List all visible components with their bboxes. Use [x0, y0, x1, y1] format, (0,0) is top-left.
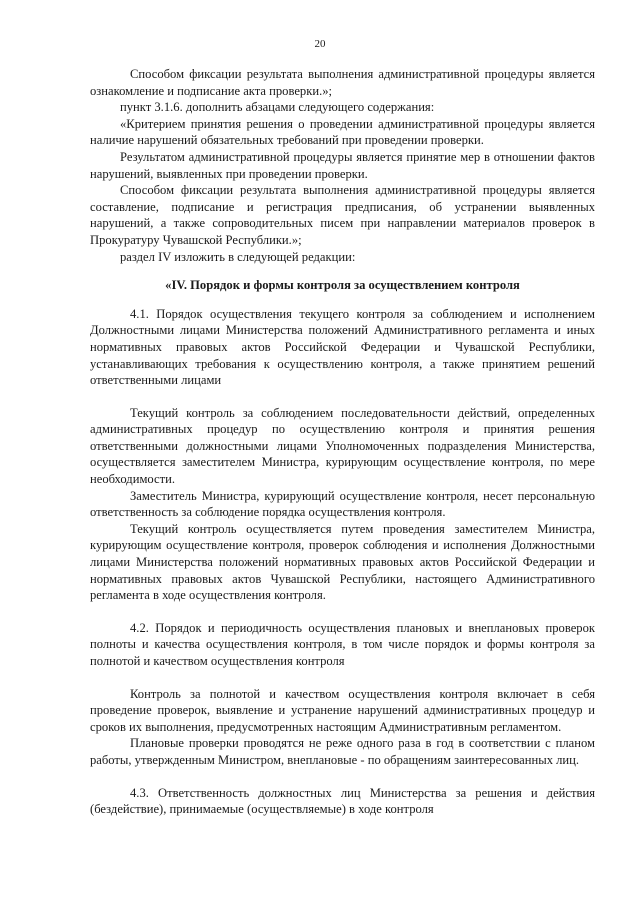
- paragraph: пункт 3.1.6. дополнить абзацами следующего содержания:: [120, 100, 435, 115]
- page-number: 20: [314, 38, 326, 50]
- subsection-4-2: 4.2. Порядок и периодичность осуществления плановых и внеплановых проверок полноты и качества осуществления контроля, в том числе порядок и формы контроля за полнотой и качеством осуществления контроля: [90, 620, 595, 668]
- paragraph: Результатом административной процедуры является принятие мер в отношении фактов нарушений, выявленных при проведении проверки.: [90, 149, 595, 181]
- document-body: [90, 66, 595, 818]
- paragraph: Текущий контроль осуществляется путем проведения заместителем Министра, курирующим осуществление контроля, проверок соблюдения и исполнения Должностными лицами Министерства положений нормативных правовых актов Российской Федерации и нормативных правовых актов Чувашской Республики, настоящего Административного регламента в ходе осуществления контроля.: [90, 521, 595, 603]
- paragraph: Способом фиксации результата выполнения административной процедуры является ознакомление и подписание акта проверки.»;: [90, 67, 595, 98]
- section-heading: «IV. Порядок и формы контроля за осуществлением контроля: [165, 278, 520, 293]
- paragraph: Плановые проверки проводятся не реже одного раза в год в соответствии с планом работы, утвержденным Министром, внеплановые - по обращениям заинтересованных лиц.: [90, 736, 595, 767]
- paragraph: Способом фиксации результата выполнения административной процедуры является составление, подписание и регистрация предписания, об устранении выявленных нарушений, а также сопроводительных писем при направлении материалов проверок в Прокуратуру Чувашской Республики.»;: [90, 183, 595, 247]
- paragraph: Заместитель Министра, курирующий осуществление контроля, несет персональную ответственность за соблюдение порядка осуществления контроля.: [90, 488, 595, 520]
- subsection-4-3: 4.3. Ответственность должностных лиц Министерства за решения и действия (бездействие), принимаемые (осуществляемые) в ходе контроля: [90, 785, 595, 817]
- paragraph: Текущий контроль за соблюдением последовательности действий, определенных административных процедур по осуществлению контроля и принятия решения ответственными должностными лицами Уполномоченных подразделения Министерства, осуществляется заместителем Министра, курирующим осуществление контроля, по мере необходимости.: [90, 405, 595, 487]
- subsection-4-1: 4.1. Порядок осуществления текущего контроля за соблюдением и исполнением Должностными лицами Министерства положений Административного регламента и иных нормативных правовых актов Российской Федерации и Чувашской Республики, устанавливающих требования к осуществлению контроля, а также принятием решений ответственными лицами: [90, 306, 595, 388]
- paragraph: раздел IV изложить в следующей редакции:: [120, 249, 356, 264]
- paragraph: «Критерием принятия решения о проведении административной процедуры является наличие нарушений обязательных требований при проведении проверки.: [90, 116, 595, 148]
- paragraph: Контроль за полнотой и качеством осуществления контроля включает в себя проведение проверок, выявление и устранение нарушений административных процедур и сроков их выполнения, предусмотренных настоящим Административным регламентом.: [90, 686, 595, 734]
